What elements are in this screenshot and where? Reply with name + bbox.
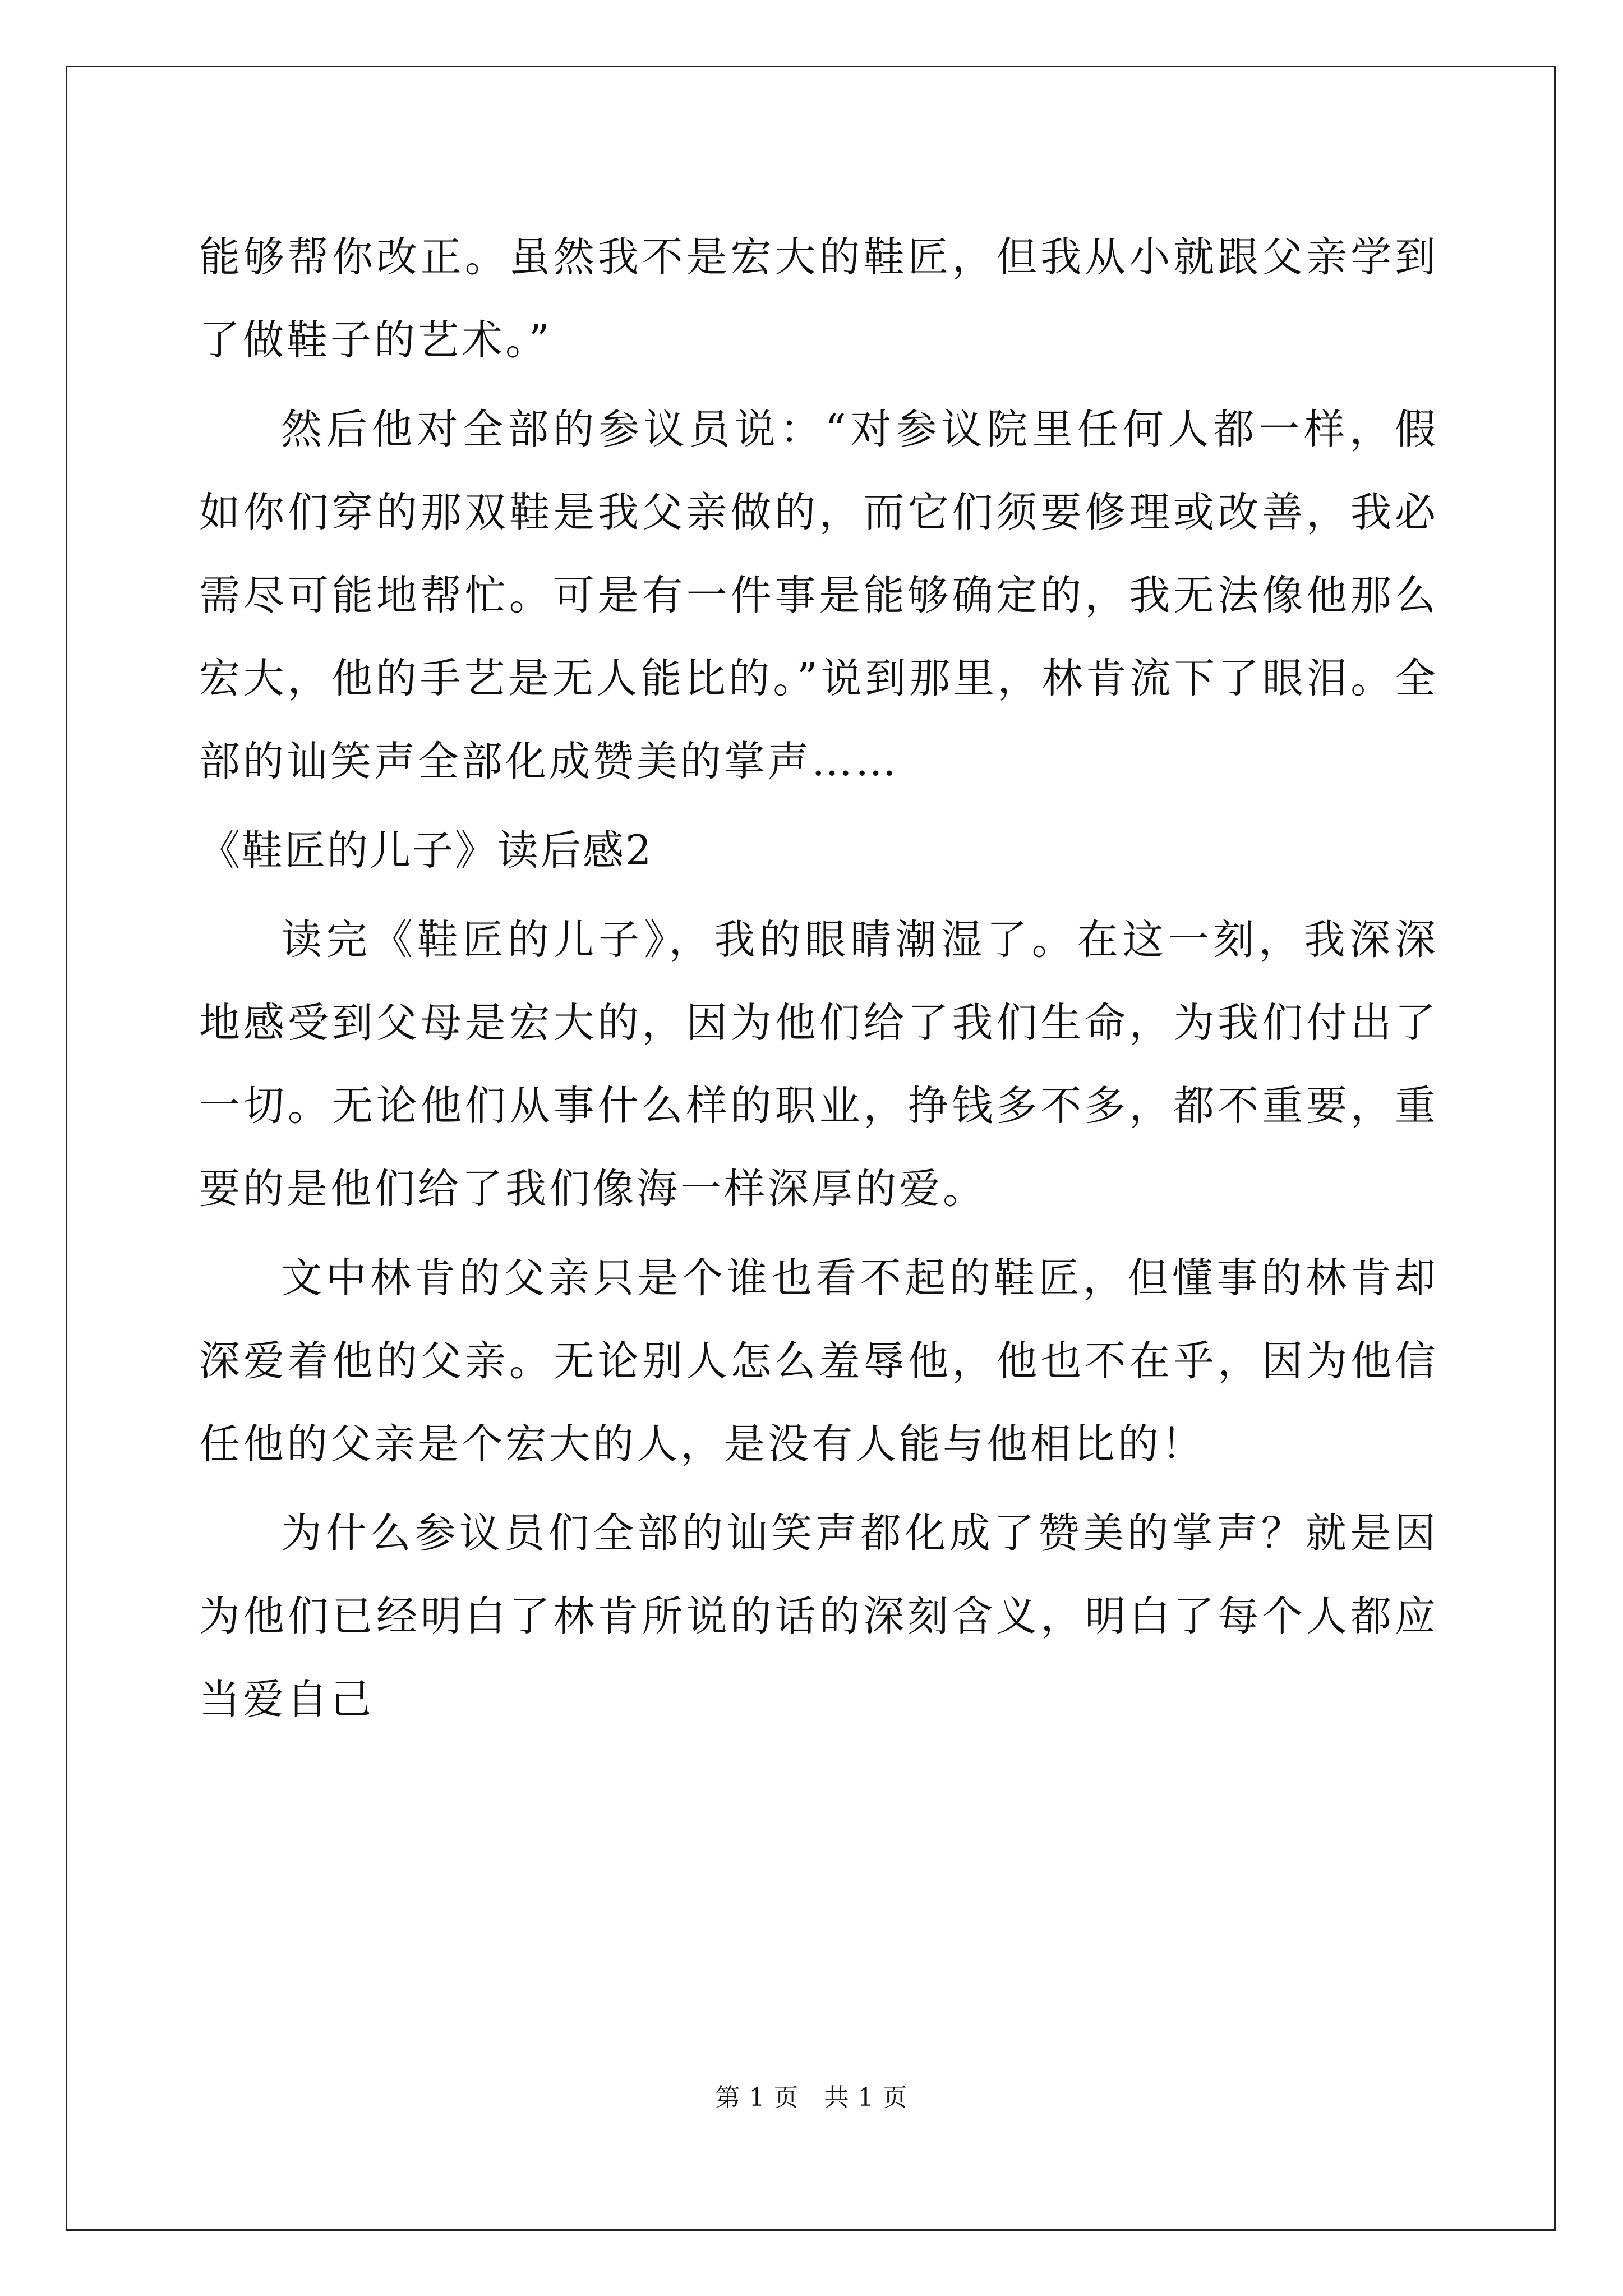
document-body	[199, 216, 1438, 1747]
paragraph-1: 能够帮你改正。虽然我不是宏大的鞋匠，但我从小就跟父亲学到了做鞋子的艺术。”	[199, 233, 1438, 364]
paragraph-2: 然后他对全部的参议员说：“对参议院里任何人都一样，假如你们穿的那双鞋是我父亲做的，而它们须要修理或改善，我必需尽可能地帮忙。可是有一件事是能够确定的，我无法像他那么宏大，他的手艺是无人能比的。”说到那里，林肯流下了眼泪。全部的讪笑声全部化成赞美的掌声……	[199, 406, 1438, 785]
section-paragraph-1: 读完《鞋匠的儿子》，我的眼睛潮湿了。在这一刻，我深深地感受到父母是宏大的，因为他们给了我们生命，为我们付出了一切。无论他们从事什么样的职业，挣钱多不多，都不重要，重要的是他们给了我们像海一样深厚的爱。	[199, 916, 1438, 1213]
section-heading: 《鞋匠的儿子》读后感2	[199, 827, 653, 875]
section-paragraph-3: 为什么参议员们全部的讪笑声都化成了赞美的掌声？就是因为他们已经明白了林肯所说的话的深刻含义，明白了每个人都应当爱自己	[199, 1510, 1438, 1723]
page-number-footer: 第 1 页 共 1 页	[715, 2083, 908, 2112]
section-paragraph-2: 文中林肯的父亲只是个谁也看不起的鞋匠，但懂事的林肯却深爱着他的父亲。无论别人怎么羞辱他，他也不在乎，因为他信任他的父亲是个宏大的人，是没有人能与他相比的！	[199, 1254, 1438, 1468]
